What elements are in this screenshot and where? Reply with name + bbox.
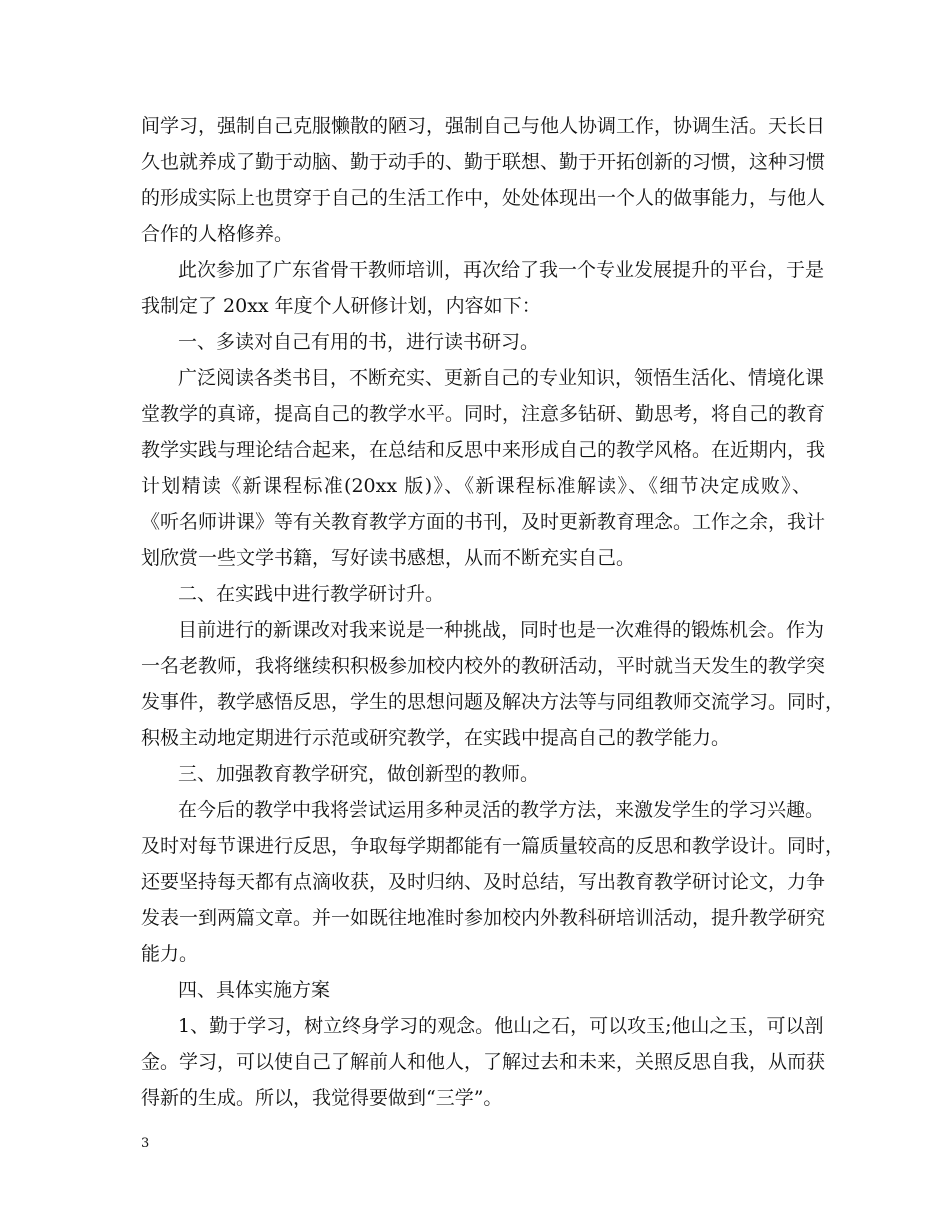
body-line: 计划精读《新课程标准(20xx 版)》、《新课程标准解读》、《细节决定成败》、	[141, 475, 811, 497]
body-line: 金。学习，可以使自己了解前人和他人，了解过去和未来，关照反思自我，从而获	[141, 1051, 826, 1073]
body-line: 能力。	[141, 943, 199, 965]
body-line: 我制定了 20xx 年度个人研修计划，内容如下：	[141, 295, 541, 317]
body-line: 的形成实际上也贯穿于自己的生活工作中，处处体现出一个人的做事能力，与他人	[141, 187, 826, 209]
body-line: 一名老教师，我将继续积积极参加校内校外的教研活动，平时就当天发生的教学突	[141, 655, 826, 677]
body-line: 1、勤于学习，树立终身学习的观念。他山之石，可以攻玉;他山之玉，可以剖	[178, 1015, 824, 1037]
body-line: 在今后的教学中我将尝试运用多种灵活的教学方法，来激发学生的学习兴趣。	[178, 799, 825, 821]
body-line: 发事件，教学感悟反思，学生的思想问题及解决方法等与同组教师交流学习。同时，	[141, 691, 845, 713]
section-heading: 三、加强教育教学研究，做创新型的教师。	[178, 763, 540, 785]
body-line: 积极主动地定期进行示范或研究教学，在实践中提高自己的教学能力。	[141, 727, 731, 749]
body-line: 久也就养成了勤于动脑、勤于动手的、勤于联想、勤于开拓创新的习惯，这种习惯	[141, 151, 826, 173]
body-line: 及时对每节课进行反思，争取每学期都能有一篇质量较高的反思和教学设计。同时，	[141, 835, 845, 857]
section-heading: 四、具体实施方案	[178, 979, 331, 1001]
body-line: 间学习，强制自己克服懒散的陋习，强制自己与他人协调工作，协调生活。天长日	[141, 115, 826, 137]
section-heading: 一、多读对自己有用的书，进行读书研习。	[178, 331, 540, 353]
body-line: 合作的人格修养。	[141, 223, 294, 245]
body-line: 目前进行的新课改对我来说是一种挑战，同时也是一次难得的锻炼机会。作为	[178, 619, 825, 641]
body-line: 《听名师讲课》等有关教育教学方面的书刊，及时更新教育理念。工作之余，我计	[141, 511, 826, 533]
body-line: 得新的生成。所以，我觉得要做到“三学”。	[141, 1087, 503, 1109]
document-body	[141, 108, 845, 1116]
body-line: 广泛阅读各类书目，不断充实、更新自己的专业知识，领悟生活化、情境化课	[178, 367, 825, 389]
body-line: 发表一到两篇文章。并一如既往地准时参加校内外教科研培训活动，提升教学研究	[141, 907, 826, 929]
body-line: 此次参加了广东省骨干教师培训，再次给了我一个专业发展提升的平台，于是	[178, 259, 825, 281]
body-line: 还要坚持每天都有点滴收获，及时归纳、及时总结，写出教育教学研讨论文，力争	[141, 871, 826, 893]
body-line: 划欣赏一些文学书籍，写好读书感想，从而不断充实自己。	[141, 547, 636, 569]
section-heading: 二、在实践中进行教学研讨升。	[178, 583, 445, 605]
body-line: 教学实践与理论结合起来，在总结和反思中来形成自己的教学风格。在近期内，我	[141, 439, 826, 461]
body-line: 堂教学的真谛，提高自己的教学水平。同时，注意多钻研、勤思考，将自己的教育	[141, 403, 826, 425]
page-number: 3	[141, 1136, 150, 1151]
